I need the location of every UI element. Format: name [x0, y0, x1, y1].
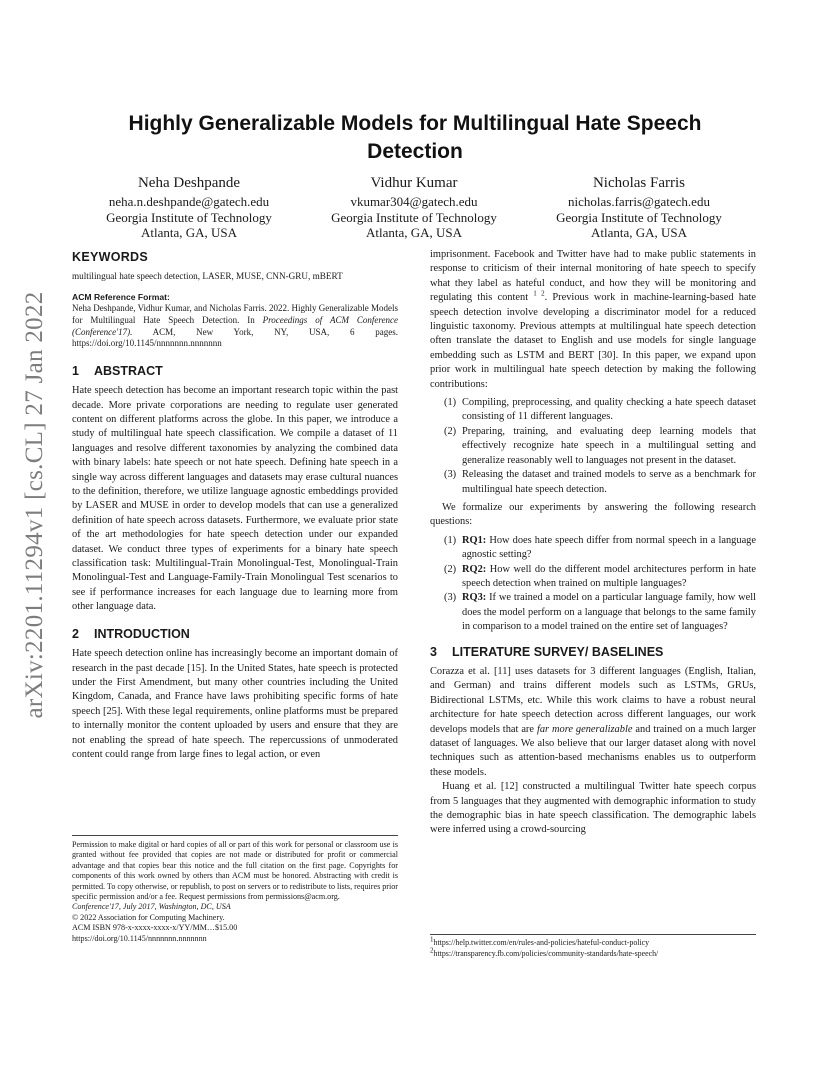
footnote-markers: 1 2: [533, 289, 545, 298]
author-2: [299, 174, 529, 241]
introduction-text: Hate speech detection online has increasingly become an important domain of research in the past decade [15]. In the United States, hate speech is protected under the First Amendment, but many other countries including the United Kingdom, Canada, and France have laws prohibiting specific forms of hate speech [25]. With these legal requirements, online platforms must be prepared to internally monitor the content uploaded by users and ensure that they are not enabling the spread of hate speech. The repercussions of unmoderated content could range from large fines to legal action, or even: [72, 648, 398, 760]
keywords-text: multilingual hate speech detection, LASER, MUSE, CNN-GRU, mBERT: [72, 271, 343, 282]
list-item: [430, 425, 756, 468]
author-name: Neha Deshpande: [137, 175, 241, 191]
author-email: neha.n.deshpande@gatech.edu: [108, 194, 270, 209]
contributions-list: [430, 396, 756, 497]
copyright-line: © 2022 Association for Computing Machinery.: [72, 912, 225, 922]
list-item-text: Preparing, training, and evaluating deep learning models that effectively recognize hate speech in a multilingual setting and generalize reasonably well to languages not present in the dataset.: [462, 425, 756, 466]
section-number: 2: [72, 626, 79, 641]
author-email: nicholas.farris@gatech.edu: [568, 194, 710, 209]
list-item-text: If we trained a model on a particular language family, how well does the model perform on a language that belongs to the same family in comparison to a model trained on the entire set of languages?: [462, 592, 756, 633]
list-number: (1): [444, 534, 457, 546]
section-title: ABSTRACT: [94, 363, 163, 378]
footnotes: [430, 934, 756, 959]
reference-format-heading: ACM Reference Format:: [72, 292, 170, 303]
author-affiliation: Georgia Institute of Technology: [331, 209, 497, 225]
section-number: 1: [72, 363, 79, 378]
right-column: [430, 248, 756, 838]
footnote-number: 1: [430, 935, 434, 944]
list-number: (3): [444, 469, 457, 481]
list-item-text: How well do the different model architectures perform in hate speech detection when trained on multiple languages?: [462, 563, 756, 589]
research-questions-list: [430, 534, 756, 635]
abstract-text: Hate speech detection has become an important research topic within the past decade. More private corporations are needing to regulate user generated content on different platforms across the globe. In this paper, we introduce a study of multilingual hate speech classification. We compile a dataset of 11 languages and resolve different taxonomies by analyzing the combined data with binary labels: hate speech or not hate speech. Defining hate speech in a single way across different languages and datasets may erase cultural nuances to the definition, therefore, we utilize language agnostic embeddings provided by LASER and MUSE in order to develop models that can use a generalized definition of hate speech across datasets. Furthermore, we evaluate prior state of the art methodologies for hate speech detection under our expanded dataset. We conduct three types of experiments for a binary hate speech classification task: Multilingual-Train Monolingual-Test, Monolingual-Train Monolingual-Test and Language-Family-Train Monolingual Test scenarios to see if performance increases for each language due to learning more from other language data.: [72, 385, 398, 613]
footnote-1: [430, 935, 756, 949]
author-3: [524, 174, 754, 241]
rq-label: RQ3:: [462, 592, 487, 604]
introduction-continued: [430, 248, 756, 392]
literature-paragraph-1: [430, 665, 756, 780]
section-title: INTRODUCTION: [94, 626, 190, 641]
footnote-link[interactable]: https://help.twitter.com/en/rules-and-policies/hateful-conduct-policy: [433, 938, 650, 947]
author-location: Atlanta, GA, USA: [365, 225, 463, 240]
list-number: (3): [444, 592, 457, 604]
literature-paragraph-2: Huang et al. [12] constructed a multilingual Twitter hate speech corpus from 5 languages that they augmented with demographic information to study the demographic bias in hate speech classification. The demographic labels were inferred using a crowd-sourcing: [430, 781, 756, 836]
lit-text-part: and trained on a much larger dataset of languages. We also believe that our larger dataset along with novel techniques such as attention-based mechanisms enables us to outperform these models.: [430, 723, 756, 778]
section-title: LITERATURE SURVEY/ BASELINES: [452, 644, 664, 659]
list-number: (1): [444, 397, 457, 409]
paper-title: Highly Generalizable Models for Multilingual Hate Speech Detection: [128, 112, 702, 163]
intro-text-part: . Previous work in machine-learning-based hate speech detection involve developing a discriminator model for a reduced linguistic taxonomy. Previous attempts at multilingual hate speech detection often translate the dataset to English and use models for single language embedding such as LSTM and BERT [30]. In this paper, we expand upon prior work in multilingual hate speech detection by making the following contributions:: [430, 292, 757, 390]
lit-text-part: Corazza et al. [11] uses datasets for 3 different languages (English, Italian, and German) and trains different models such as LSTMs, GRUs, Bidirectional LSTMs, etc. While this work claims to have a robust neural architecture for hate speech detection across different languages, our work develops models that are: [430, 665, 756, 735]
rq-label: RQ2:: [462, 563, 487, 575]
arxiv-stamp: [12, 290, 58, 720]
reference-text-part: ACM, New York, NY, USA, 6 pages. https://doi.org/10.1145/nnnnnnn.nnnnnnn: [72, 326, 398, 349]
author-location: Atlanta, GA, USA: [590, 225, 688, 240]
conference-info: Conference'17, July 2017, Washington, DC, USA: [72, 902, 231, 912]
author-name: Vidhur Kumar: [370, 175, 458, 191]
copyright-notice: [72, 835, 398, 944]
reference-text-part: Neha Deshpande, Vidhur Kumar, and Nicholas Farris. 2022. Highly Generalizable Models for Multilingual Hate Speech Detection. In: [72, 303, 398, 325]
intro-text-part: imprisonment. Facebook and Twitter have had to make public statements in response to criticism of their internal monitoring of hate speech to specify what they label as hateful conduct, and how they will be monitoring and regulating this content: [430, 249, 756, 304]
list-item-text: Releasing the dataset and trained models to serve as a benchmark for multilingual hate speech detection.: [462, 469, 756, 495]
list-item: [430, 563, 756, 592]
list-number: (2): [444, 425, 457, 437]
rq-label: RQ1:: [462, 534, 487, 546]
author-1: [74, 174, 304, 241]
reference-venue: Proceedings of ACM Conference (Conference'17).: [72, 315, 398, 337]
list-item: [430, 468, 756, 497]
author-location: Atlanta, GA, USA: [140, 225, 238, 240]
list-item: [430, 396, 756, 425]
footnote-number: 2: [430, 945, 434, 954]
list-item-text: Compiling, preprocessing, and quality checking a hate speech dataset consisting of 11 different languages.: [462, 397, 756, 423]
abstract-heading: [72, 364, 398, 378]
lit-emphasis: far more generalizable: [536, 723, 633, 735]
author-email: vkumar304@gatech.edu: [350, 194, 478, 209]
list-item: [430, 534, 756, 563]
isbn-line: ACM ISBN 978-x-xxxx-xxxx-x/YY/MM…$15.00: [72, 923, 238, 933]
author-affiliation: Georgia Institute of Technology: [106, 209, 272, 225]
list-number: (2): [444, 563, 457, 575]
left-column: [72, 248, 398, 762]
section-number: 3: [430, 644, 437, 659]
list-item-text: How does hate speech differ from normal speech in a language agnostic setting?: [462, 534, 756, 561]
list-item: [430, 591, 756, 634]
author-affiliation: Georgia Institute of Technology: [556, 209, 722, 225]
reference-format-text: [72, 303, 398, 349]
author-name: Nicholas Farris: [592, 175, 686, 191]
introduction-heading: [72, 627, 398, 641]
permission-text: Permission to make digital or hard copies of all or part of this work for personal or classroom use is granted without fee provided that copies are not made or distributed for profit or commercial advantage and that copies bear this notice and the full citation on the first page. Copyrights for components of this work owned by others than ACM must be honored. Abstracting with credit is permitted. To copy otherwise, or republish, to post on servers or to redistribute to lists, requires prior specific permission and/or a fee. Request permissions from permissions@acm.org.: [72, 840, 398, 902]
conference-line: [72, 902, 398, 912]
doi-line: https://doi.org/10.1145/nnnnnnn.nnnnnnn: [72, 933, 207, 943]
keywords-heading: KEYWORDS: [72, 250, 149, 264]
literature-heading: [430, 645, 756, 659]
footnote-2: [430, 945, 756, 960]
footnote-link[interactable]: https://transparency.fb.com/policies/community-standards/hate-speech/: [433, 948, 659, 958]
research-questions-intro: We formalize our experiments by answering the following research questions:: [430, 501, 756, 528]
arxiv-identifier: arXiv:2201.11294v1 [cs.CL] 27 Jan 2022: [21, 291, 48, 719]
author-block: [74, 174, 754, 244]
